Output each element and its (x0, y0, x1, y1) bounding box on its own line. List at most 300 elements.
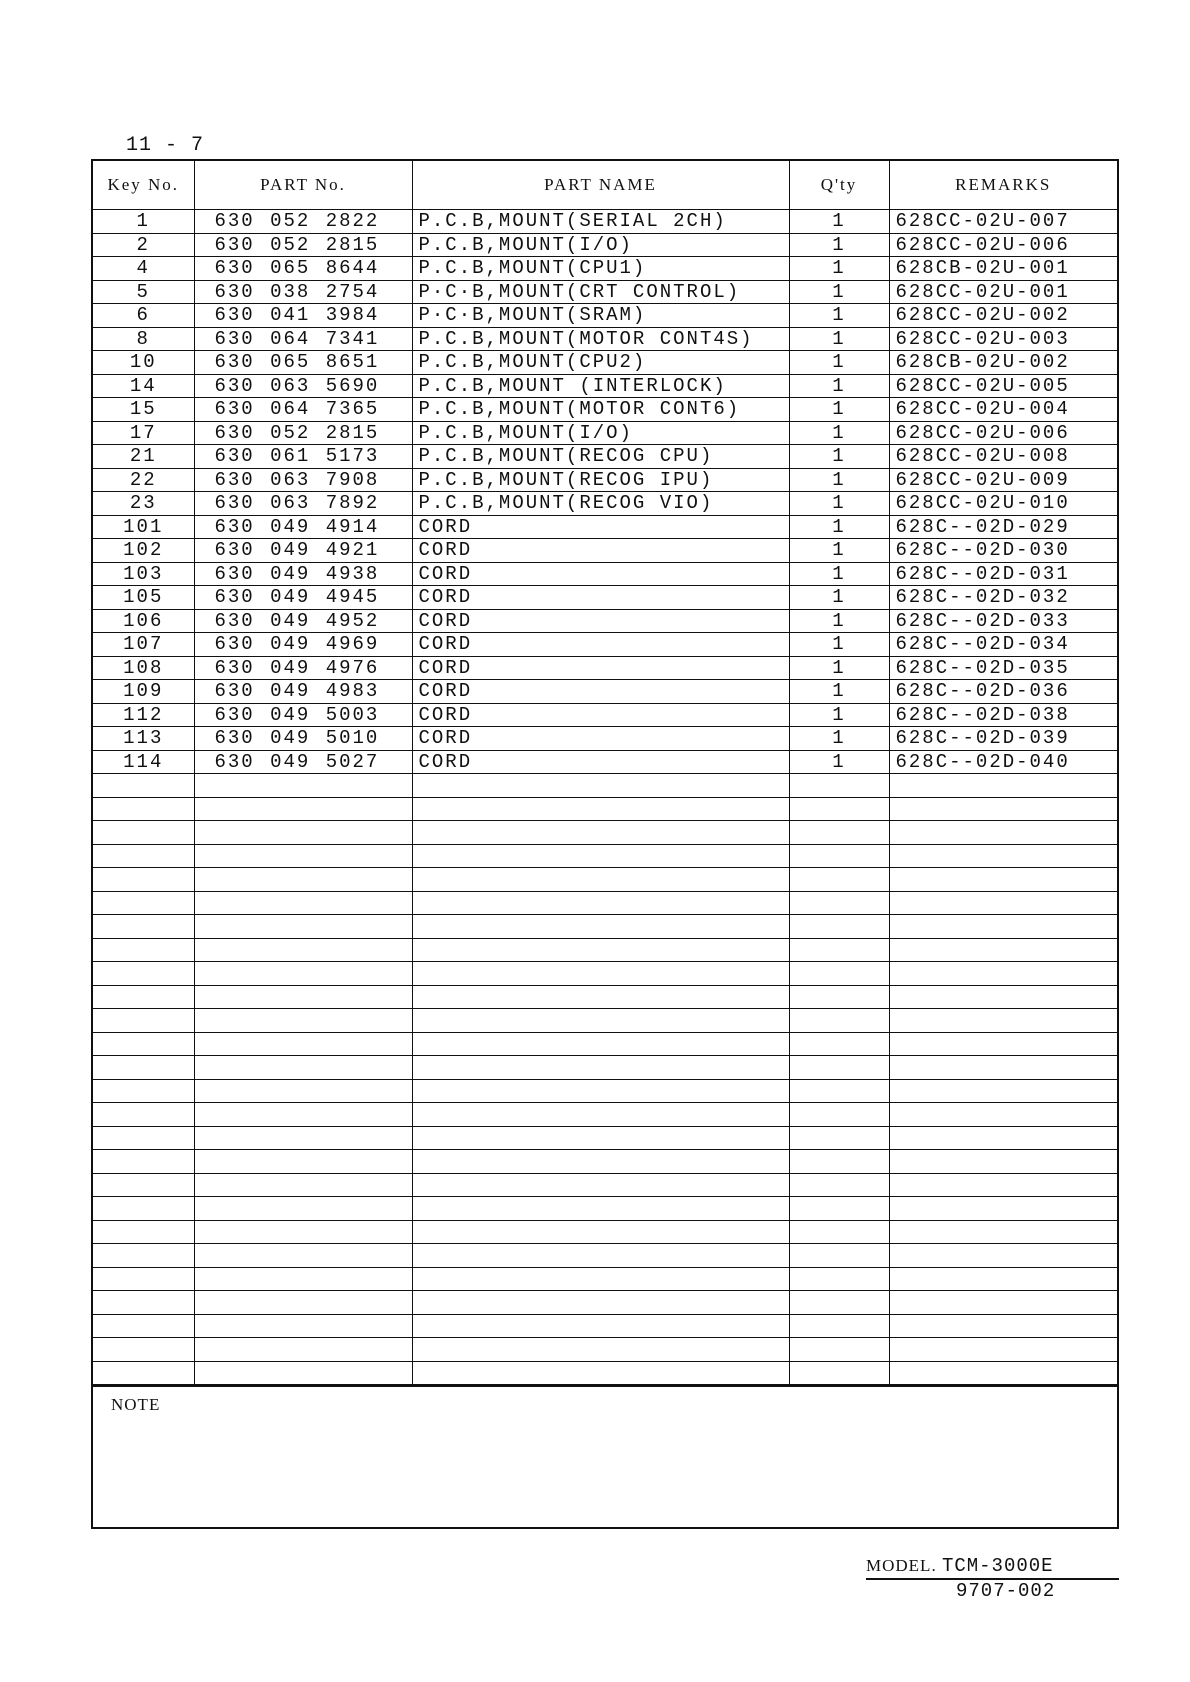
cell-qty (789, 938, 889, 962)
cell-remarks (889, 1361, 1117, 1385)
cell-name: CORD (412, 703, 789, 727)
cell-part-no (194, 1126, 412, 1150)
cell-name: P.C.B,MOUNT(SERIAL 2CH) (412, 210, 789, 234)
cell-name: CORD (412, 633, 789, 657)
cell-name (412, 1079, 789, 1103)
cell-remarks (889, 1126, 1117, 1150)
header-remarks: REMARKS (889, 161, 1117, 210)
cell-remarks (889, 1150, 1117, 1174)
cell-part-no (194, 1009, 412, 1033)
cell-remarks: 628C--02D-039 (889, 727, 1117, 751)
empty-table-row (93, 1056, 1117, 1080)
cell-remarks (889, 868, 1117, 892)
cell-name: P.C.B,MOUNT(RECOG VIO) (412, 492, 789, 516)
cell-key (93, 962, 194, 986)
cell-qty: 1 (789, 304, 889, 328)
cell-part-no (194, 1173, 412, 1197)
table-row (93, 445, 1117, 469)
empty-table-row (93, 1197, 1117, 1221)
cell-key: 15 (93, 398, 194, 422)
note-box (93, 1385, 1117, 1527)
cell-name (412, 1291, 789, 1315)
cell-key: 114 (93, 750, 194, 774)
parts-table (93, 161, 1117, 1385)
table-row (93, 210, 1117, 234)
table-row (93, 515, 1117, 539)
cell-key: 8 (93, 327, 194, 351)
cell-key: 101 (93, 515, 194, 539)
cell-remarks (889, 1173, 1117, 1197)
cell-key: 108 (93, 656, 194, 680)
note-label: NOTE (111, 1395, 161, 1414)
cell-key (93, 1103, 194, 1127)
cell-qty (789, 1103, 889, 1127)
cell-name: CORD (412, 515, 789, 539)
cell-part-no (194, 985, 412, 1009)
empty-table-row (93, 1079, 1117, 1103)
table-row (93, 609, 1117, 633)
cell-remarks: 628C--02D-029 (889, 515, 1117, 539)
cell-key (93, 821, 194, 845)
cell-remarks (889, 962, 1117, 986)
cell-remarks: 628CC-02U-001 (889, 280, 1117, 304)
cell-key (93, 1291, 194, 1315)
cell-qty: 1 (789, 374, 889, 398)
cell-part-no: 630 064 7341 (194, 327, 412, 351)
cell-key (93, 1126, 194, 1150)
cell-name (412, 1032, 789, 1056)
table-row (93, 421, 1117, 445)
table-row (93, 398, 1117, 422)
cell-name: P.C.B,MOUNT(CPU1) (412, 257, 789, 281)
cell-name: CORD (412, 562, 789, 586)
cell-qty (789, 962, 889, 986)
cell-name (412, 1361, 789, 1385)
cell-remarks (889, 1056, 1117, 1080)
table-row (93, 703, 1117, 727)
cell-qty: 1 (789, 468, 889, 492)
cell-key: 17 (93, 421, 194, 445)
header-part-no: PART No. (194, 161, 412, 210)
cell-key (93, 1032, 194, 1056)
cell-remarks: 628CC-02U-007 (889, 210, 1117, 234)
cell-name (412, 1220, 789, 1244)
empty-table-row (93, 1173, 1117, 1197)
cell-remarks (889, 1032, 1117, 1056)
cell-qty (789, 891, 889, 915)
cell-name (412, 1103, 789, 1127)
cell-remarks (889, 1314, 1117, 1338)
cell-qty: 1 (789, 633, 889, 657)
cell-qty (789, 844, 889, 868)
cell-qty (789, 1220, 889, 1244)
cell-qty (789, 1056, 889, 1080)
cell-key: 102 (93, 539, 194, 563)
cell-key (93, 938, 194, 962)
cell-part-no (194, 1291, 412, 1315)
cell-part-no: 630 049 4945 (194, 586, 412, 610)
cell-key (93, 1314, 194, 1338)
cell-qty (789, 868, 889, 892)
cell-qty: 1 (789, 257, 889, 281)
cell-key (93, 1338, 194, 1362)
cell-part-no (194, 1197, 412, 1221)
table-row (93, 280, 1117, 304)
cell-name: P.C.B,MOUNT(RECOG IPU) (412, 468, 789, 492)
cell-key: 1 (93, 210, 194, 234)
cell-part-no (194, 1056, 412, 1080)
cell-key (93, 1079, 194, 1103)
cell-qty (789, 1291, 889, 1315)
cell-qty: 1 (789, 562, 889, 586)
cell-key (93, 1244, 194, 1268)
cell-name (412, 1244, 789, 1268)
cell-part-no: 630 049 4921 (194, 539, 412, 563)
cell-qty (789, 1244, 889, 1268)
cell-key (93, 844, 194, 868)
cell-part-no: 630 065 8651 (194, 351, 412, 375)
cell-key (93, 1056, 194, 1080)
cell-key (93, 1197, 194, 1221)
cell-key: 2 (93, 233, 194, 257)
cell-key: 103 (93, 562, 194, 586)
cell-qty (789, 1338, 889, 1362)
cell-name (412, 1338, 789, 1362)
cell-name (412, 1009, 789, 1033)
cell-part-no (194, 1244, 412, 1268)
cell-key: 4 (93, 257, 194, 281)
cell-qty (789, 797, 889, 821)
cell-qty: 1 (789, 703, 889, 727)
cell-key (93, 868, 194, 892)
cell-name: P.C.B,MOUNT (INTERLOCK) (412, 374, 789, 398)
cell-name: P.C.B,MOUNT(I/O) (412, 421, 789, 445)
cell-part-no (194, 844, 412, 868)
cell-part-no (194, 938, 412, 962)
cell-part-no: 630 052 2815 (194, 421, 412, 445)
empty-table-row (93, 1291, 1117, 1315)
header-qty: Q'ty (789, 161, 889, 210)
empty-table-row (93, 1220, 1117, 1244)
cell-name (412, 774, 789, 798)
cell-name: CORD (412, 680, 789, 704)
cell-part-no: 630 064 7365 (194, 398, 412, 422)
cell-qty: 1 (789, 327, 889, 351)
parts-list-sheet (91, 159, 1119, 1529)
cell-remarks (889, 891, 1117, 915)
cell-remarks: 628CC-02U-004 (889, 398, 1117, 422)
table-row (93, 586, 1117, 610)
cell-remarks: 628CC-02U-006 (889, 421, 1117, 445)
cell-remarks: 628C--02D-036 (889, 680, 1117, 704)
empty-table-row (93, 1244, 1117, 1268)
cell-part-no: 630 038 2754 (194, 280, 412, 304)
cell-part-no (194, 891, 412, 915)
model-label: MODEL. (866, 1556, 937, 1575)
cell-name (412, 797, 789, 821)
cell-name (412, 915, 789, 939)
cell-remarks (889, 1103, 1117, 1127)
cell-name (412, 821, 789, 845)
table-row (93, 492, 1117, 516)
cell-name: P·C·B,MOUNT(SRAM) (412, 304, 789, 328)
cell-qty (789, 915, 889, 939)
cell-part-no: 630 065 8644 (194, 257, 412, 281)
cell-remarks (889, 915, 1117, 939)
cell-name (412, 1197, 789, 1221)
cell-remarks (889, 797, 1117, 821)
cell-key (93, 797, 194, 821)
cell-part-no: 630 049 4938 (194, 562, 412, 586)
cell-part-no: 630 041 3984 (194, 304, 412, 328)
cell-part-no (194, 1103, 412, 1127)
cell-part-no: 630 052 2822 (194, 210, 412, 234)
cell-qty: 1 (789, 727, 889, 751)
cell-part-no: 630 063 7892 (194, 492, 412, 516)
empty-table-row (93, 1126, 1117, 1150)
empty-table-row (93, 1009, 1117, 1033)
cell-qty: 1 (789, 750, 889, 774)
cell-remarks: 628C--02D-030 (889, 539, 1117, 563)
cell-key (93, 915, 194, 939)
cell-key (93, 891, 194, 915)
cell-qty (789, 821, 889, 845)
table-row (93, 351, 1117, 375)
cell-qty: 1 (789, 210, 889, 234)
cell-qty (789, 1079, 889, 1103)
cell-remarks (889, 774, 1117, 798)
cell-name: P.C.B,MOUNT(MOTOR CONT6) (412, 398, 789, 422)
cell-remarks (889, 1338, 1117, 1362)
cell-remarks (889, 1244, 1117, 1268)
cell-key (93, 1150, 194, 1174)
cell-key: 21 (93, 445, 194, 469)
table-row (93, 304, 1117, 328)
cell-qty (789, 1267, 889, 1291)
cell-name: CORD (412, 656, 789, 680)
cell-name: P.C.B,MOUNT(RECOG CPU) (412, 445, 789, 469)
cell-name (412, 1173, 789, 1197)
table-row (93, 727, 1117, 751)
empty-table-row (93, 797, 1117, 821)
empty-table-row (93, 938, 1117, 962)
cell-name (412, 891, 789, 915)
cell-part-no (194, 1150, 412, 1174)
cell-part-no (194, 1220, 412, 1244)
cell-qty (789, 1361, 889, 1385)
cell-key: 112 (93, 703, 194, 727)
cell-name (412, 938, 789, 962)
table-row (93, 750, 1117, 774)
cell-part-no (194, 797, 412, 821)
cell-qty: 1 (789, 445, 889, 469)
cell-name (412, 1126, 789, 1150)
cell-remarks: 628CC-02U-002 (889, 304, 1117, 328)
empty-table-row (93, 1361, 1117, 1385)
cell-key: 107 (93, 633, 194, 657)
empty-table-row (93, 962, 1117, 986)
cell-remarks (889, 821, 1117, 845)
cell-remarks: 628CB-02U-001 (889, 257, 1117, 281)
cell-part-no (194, 962, 412, 986)
cell-part-no: 630 061 5173 (194, 445, 412, 469)
table-row (93, 680, 1117, 704)
cell-name (412, 1150, 789, 1174)
cell-key: 23 (93, 492, 194, 516)
cell-qty (789, 985, 889, 1009)
cell-name: P.C.B,MOUNT(MOTOR CONT4S) (412, 327, 789, 351)
empty-table-row (93, 1103, 1117, 1127)
cell-name (412, 1314, 789, 1338)
cell-part-no (194, 1079, 412, 1103)
cell-remarks: 628C--02D-035 (889, 656, 1117, 680)
cell-remarks: 628C--02D-040 (889, 750, 1117, 774)
cell-part-no: 630 049 4969 (194, 633, 412, 657)
page-number: 11 - 7 (126, 134, 205, 157)
cell-remarks (889, 1009, 1117, 1033)
cell-remarks (889, 1220, 1117, 1244)
document-code: 9707-002 (956, 1580, 1056, 1602)
cell-remarks (889, 844, 1117, 868)
cell-remarks: 628C--02D-034 (889, 633, 1117, 657)
cell-remarks: 628CB-02U-002 (889, 351, 1117, 375)
cell-name (412, 868, 789, 892)
cell-name: CORD (412, 586, 789, 610)
empty-table-row (93, 1314, 1117, 1338)
cell-part-no: 630 049 4976 (194, 656, 412, 680)
cell-remarks: 628CC-02U-009 (889, 468, 1117, 492)
cell-part-no (194, 1267, 412, 1291)
cell-qty (789, 1197, 889, 1221)
cell-name: CORD (412, 609, 789, 633)
empty-table-row (93, 891, 1117, 915)
cell-key: 105 (93, 586, 194, 610)
cell-key: 14 (93, 374, 194, 398)
cell-qty (789, 1173, 889, 1197)
cell-part-no: 630 049 4952 (194, 609, 412, 633)
cell-part-no: 630 052 2815 (194, 233, 412, 257)
cell-part-no: 630 049 5003 (194, 703, 412, 727)
model-value: TCM-3000E (941, 1555, 1054, 1577)
table-row (93, 656, 1117, 680)
cell-qty: 1 (789, 398, 889, 422)
cell-name: CORD (412, 750, 789, 774)
cell-qty: 1 (789, 609, 889, 633)
cell-remarks (889, 1197, 1117, 1221)
cell-key (93, 1220, 194, 1244)
table-row (93, 539, 1117, 563)
cell-name (412, 844, 789, 868)
cell-part-no: 630 049 4983 (194, 680, 412, 704)
cell-qty: 1 (789, 586, 889, 610)
empty-table-row (93, 774, 1117, 798)
cell-name (412, 1056, 789, 1080)
table-row (93, 468, 1117, 492)
cell-remarks: 628C--02D-033 (889, 609, 1117, 633)
cell-name: P.C.B,MOUNT(CPU2) (412, 351, 789, 375)
cell-remarks: 628CC-02U-008 (889, 445, 1117, 469)
header-key-no: Key No. (93, 161, 194, 210)
cell-qty (789, 1009, 889, 1033)
cell-key: 22 (93, 468, 194, 492)
cell-remarks (889, 1079, 1117, 1103)
cell-key: 6 (93, 304, 194, 328)
cell-key: 10 (93, 351, 194, 375)
cell-qty: 1 (789, 539, 889, 563)
cell-key: 106 (93, 609, 194, 633)
cell-qty: 1 (789, 233, 889, 257)
cell-name: P·C·B,MOUNT(CRT CONTROL) (412, 280, 789, 304)
cell-qty (789, 1314, 889, 1338)
cell-name: P.C.B,MOUNT(I/O) (412, 233, 789, 257)
cell-part-no: 630 063 5690 (194, 374, 412, 398)
cell-remarks: 628C--02D-031 (889, 562, 1117, 586)
cell-remarks: 628CC-02U-005 (889, 374, 1117, 398)
cell-remarks (889, 1267, 1117, 1291)
cell-qty: 1 (789, 492, 889, 516)
cell-key (93, 1009, 194, 1033)
cell-remarks: 628C--02D-032 (889, 586, 1117, 610)
empty-table-row (93, 1267, 1117, 1291)
table-row (93, 233, 1117, 257)
cell-part-no: 630 049 5027 (194, 750, 412, 774)
cell-remarks (889, 938, 1117, 962)
cell-part-no (194, 915, 412, 939)
empty-table-row (93, 868, 1117, 892)
cell-qty: 1 (789, 280, 889, 304)
cell-qty: 1 (789, 421, 889, 445)
cell-remarks (889, 1291, 1117, 1315)
empty-table-row (93, 915, 1117, 939)
cell-part-no: 630 063 7908 (194, 468, 412, 492)
cell-part-no (194, 1338, 412, 1362)
cell-part-no (194, 1361, 412, 1385)
cell-key (93, 1173, 194, 1197)
cell-qty (789, 774, 889, 798)
cell-part-no (194, 774, 412, 798)
cell-part-no: 630 049 5010 (194, 727, 412, 751)
cell-qty: 1 (789, 351, 889, 375)
cell-key: 109 (93, 680, 194, 704)
table-row (93, 374, 1117, 398)
cell-qty (789, 1032, 889, 1056)
cell-part-no (194, 868, 412, 892)
cell-name: CORD (412, 539, 789, 563)
model-line (866, 1555, 1119, 1580)
header-part-name: PART NAME (412, 161, 789, 210)
table-row (93, 327, 1117, 351)
table-row (93, 257, 1117, 281)
empty-table-row (93, 1338, 1117, 1362)
cell-remarks (889, 985, 1117, 1009)
cell-remarks: 628C--02D-038 (889, 703, 1117, 727)
cell-part-no (194, 1314, 412, 1338)
cell-key (93, 774, 194, 798)
table-row (93, 633, 1117, 657)
cell-remarks: 628CC-02U-003 (889, 327, 1117, 351)
cell-name (412, 962, 789, 986)
cell-name: CORD (412, 727, 789, 751)
empty-table-row (93, 821, 1117, 845)
table-header-row (93, 161, 1117, 210)
cell-key (93, 1361, 194, 1385)
cell-name (412, 1267, 789, 1291)
cell-remarks: 628CC-02U-006 (889, 233, 1117, 257)
cell-part-no (194, 821, 412, 845)
empty-table-row (93, 1032, 1117, 1056)
cell-remarks: 628CC-02U-010 (889, 492, 1117, 516)
cell-key (93, 1267, 194, 1291)
